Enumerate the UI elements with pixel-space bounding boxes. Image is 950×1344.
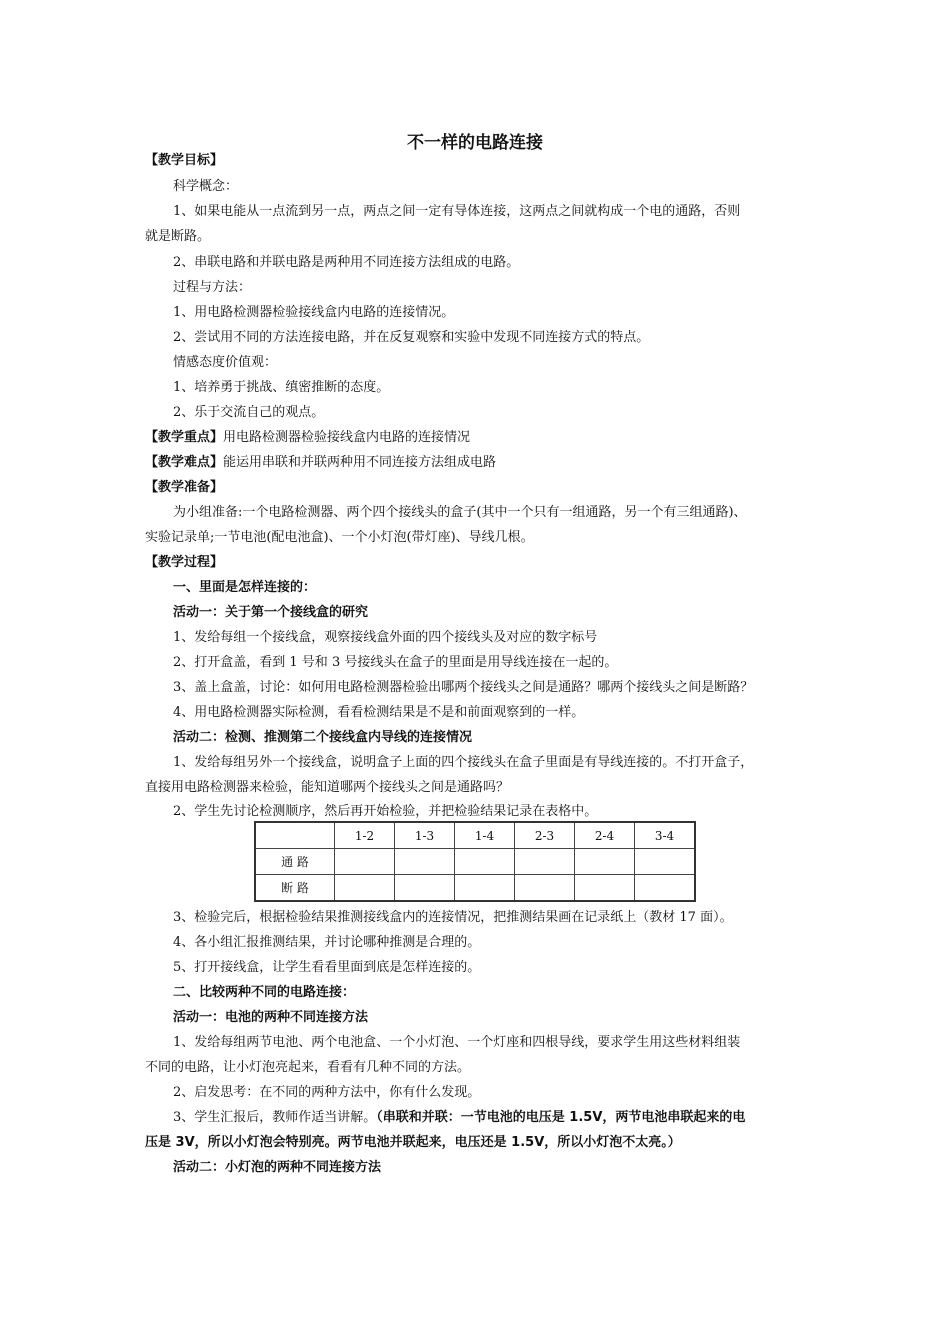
text-line: 【教学准备】 — [145, 480, 224, 495]
table-cell — [515, 849, 575, 875]
text-line: 2、乐于交流自己的观点。 — [173, 405, 325, 420]
line-text: 3、学生汇报后，教师作适当讲解。 — [173, 1110, 377, 1125]
text-line: 二、比较两种不同的电路连接： — [173, 985, 356, 1000]
row-label: 断 路 — [255, 875, 335, 902]
table-header-cell: 1-2 — [335, 822, 395, 849]
text-line: 为小组准备:一个电路检测器、两个四个接线头的盒子(其中一个只有一组通路，另一个有三组通路)、 — [173, 505, 747, 520]
text-line: 2、尝试用不同的方法连接电路，并在反复观察和实验中发现不同连接方式的特点。 — [173, 330, 650, 345]
table-cell — [455, 875, 515, 902]
text-line: 就是断路。 — [145, 229, 211, 244]
text-line: 活动二：小灯泡的两种不同连接方法 — [173, 1160, 382, 1175]
section-label: 【教学难点】 — [145, 455, 224, 470]
table-header-row — [255, 822, 695, 849]
text-line: 4、各小组汇报推测结果，并讨论哪种推测是合理的。 — [173, 935, 481, 950]
text-line: 一、里面是怎样连接的： — [173, 580, 317, 595]
table-cell — [635, 875, 696, 902]
text-line: 2、启发思考：在不同的两种方法中，你有什么发现。 — [173, 1085, 481, 1100]
text-line: 活动一：电池的两种不同连接方法 — [173, 1010, 369, 1025]
table-cell — [635, 849, 696, 875]
table-header-cell: 2-4 — [575, 822, 635, 849]
text-line: 不同的电路，让小灯泡亮起来，看看有几种不同的方法。 — [145, 1060, 471, 1075]
text-line: 1、发给每组两节电池、两个电池盒、一个小灯泡、一个灯座和四根导线，要求学生用这些材料组装 — [173, 1035, 741, 1050]
table-cell — [515, 875, 575, 902]
table-row — [255, 875, 695, 902]
document-title: 不一样的电路连接 — [407, 133, 543, 153]
text-line: 3、检验完后，根据检验结果推测接线盒内的连接情况，把推测结果画在记录纸上（教材 17 面）。 — [173, 910, 733, 925]
row-label: 通 路 — [255, 849, 335, 875]
line-emphasis: （串联和并联：一节电池的电压是 1.5V，两节电池串联起来的电 — [376, 1110, 746, 1125]
table-cell — [395, 875, 455, 902]
table-cell — [455, 849, 515, 875]
text-line: 压是 3V，所以小灯泡会特别亮。两节电池并联起来，电压还是 1.5V，所以小灯泡不太亮。） — [145, 1135, 681, 1150]
text-line: 5、打开接线盒，让学生看看里面到底是怎样连接的。 — [173, 960, 481, 975]
text-line: 【教学过程】 — [145, 555, 224, 570]
text-line: 2、打开盒盖，看到 1 号和 3 号接线头在盒子的里面是用导线连接在一起的。 — [173, 655, 618, 670]
text-line: 过程与方法： — [173, 280, 252, 295]
section-content: 能运用串联和并联两种用不同连接方法组成电路 — [223, 455, 497, 470]
text-line: 4、用电路检测器实际检测，看看检测结果是不是和前面观察到的一样。 — [173, 705, 585, 720]
text-line: 科学概念： — [173, 179, 239, 194]
text-line: 活动一：关于第一个接线盒的研究 — [173, 605, 369, 620]
text-line: 情感态度价值观： — [173, 355, 278, 370]
table-header-cell — [255, 822, 335, 849]
section-content: 用电路检测器检验接线盒内电路的连接情况 — [223, 430, 471, 445]
text-line — [173, 1109, 810, 1126]
text-line: 2、串联电路和并联电路是两种用不同连接方法组成的电路。 — [173, 255, 520, 270]
table-header-cell: 3-4 — [635, 822, 696, 849]
text-line: 实验记录单;一节电池(配电池盒)、一个小灯泡(带灯座)、导线几根。 — [145, 530, 534, 545]
section-label: 【教学重点】 — [145, 430, 224, 445]
text-line: 3、盖上盒盖，讨论：如何用电路检测器检验出哪两个接线头之间是通路？哪两个接线头之间是断路？ — [173, 680, 754, 695]
test-record-table — [254, 821, 696, 902]
text-line: 1、如果电能从一点流到另一点，两点之间一定有导体连接，这两点之间就构成一个电的通路，否则 — [173, 204, 741, 219]
table-cell — [575, 875, 635, 902]
text-line: 1、发给每组另外一个接线盒，说明盒子上面的四个接线头在盒子里面是有导线连接的。不打开盒子， — [173, 755, 754, 770]
text-line: 【教学目标】 — [145, 153, 224, 168]
text-line: 直接用电路检测器来检验，能知道哪两个接线头之间是通路吗？ — [145, 780, 510, 795]
table-header-cell: 1-3 — [395, 822, 455, 849]
table-cell — [575, 849, 635, 875]
table-header-cell: 2-3 — [515, 822, 575, 849]
table-cell — [335, 875, 395, 902]
text-line — [145, 454, 810, 471]
text-line: 1、发给每组一个接线盒，观察接线盒外面的四个接线头及对应的数字标号 — [173, 630, 598, 645]
table-header-cell: 1-4 — [455, 822, 515, 849]
text-line — [145, 429, 810, 446]
table-row — [255, 849, 695, 875]
table-cell — [395, 849, 455, 875]
text-line: 1、培养勇于挑战、缜密推断的态度。 — [173, 380, 390, 395]
text-line: 1、用电路检测器检验接线盒内电路的连接情况。 — [173, 305, 455, 320]
table-cell — [335, 849, 395, 875]
text-line: 2、学生先讨论检测顺序，然后再开始检验，并把检验结果记录在表格中。 — [173, 804, 598, 819]
text-line: 活动二：检测、推测第二个接线盒内导线的连接情况 — [173, 730, 473, 745]
